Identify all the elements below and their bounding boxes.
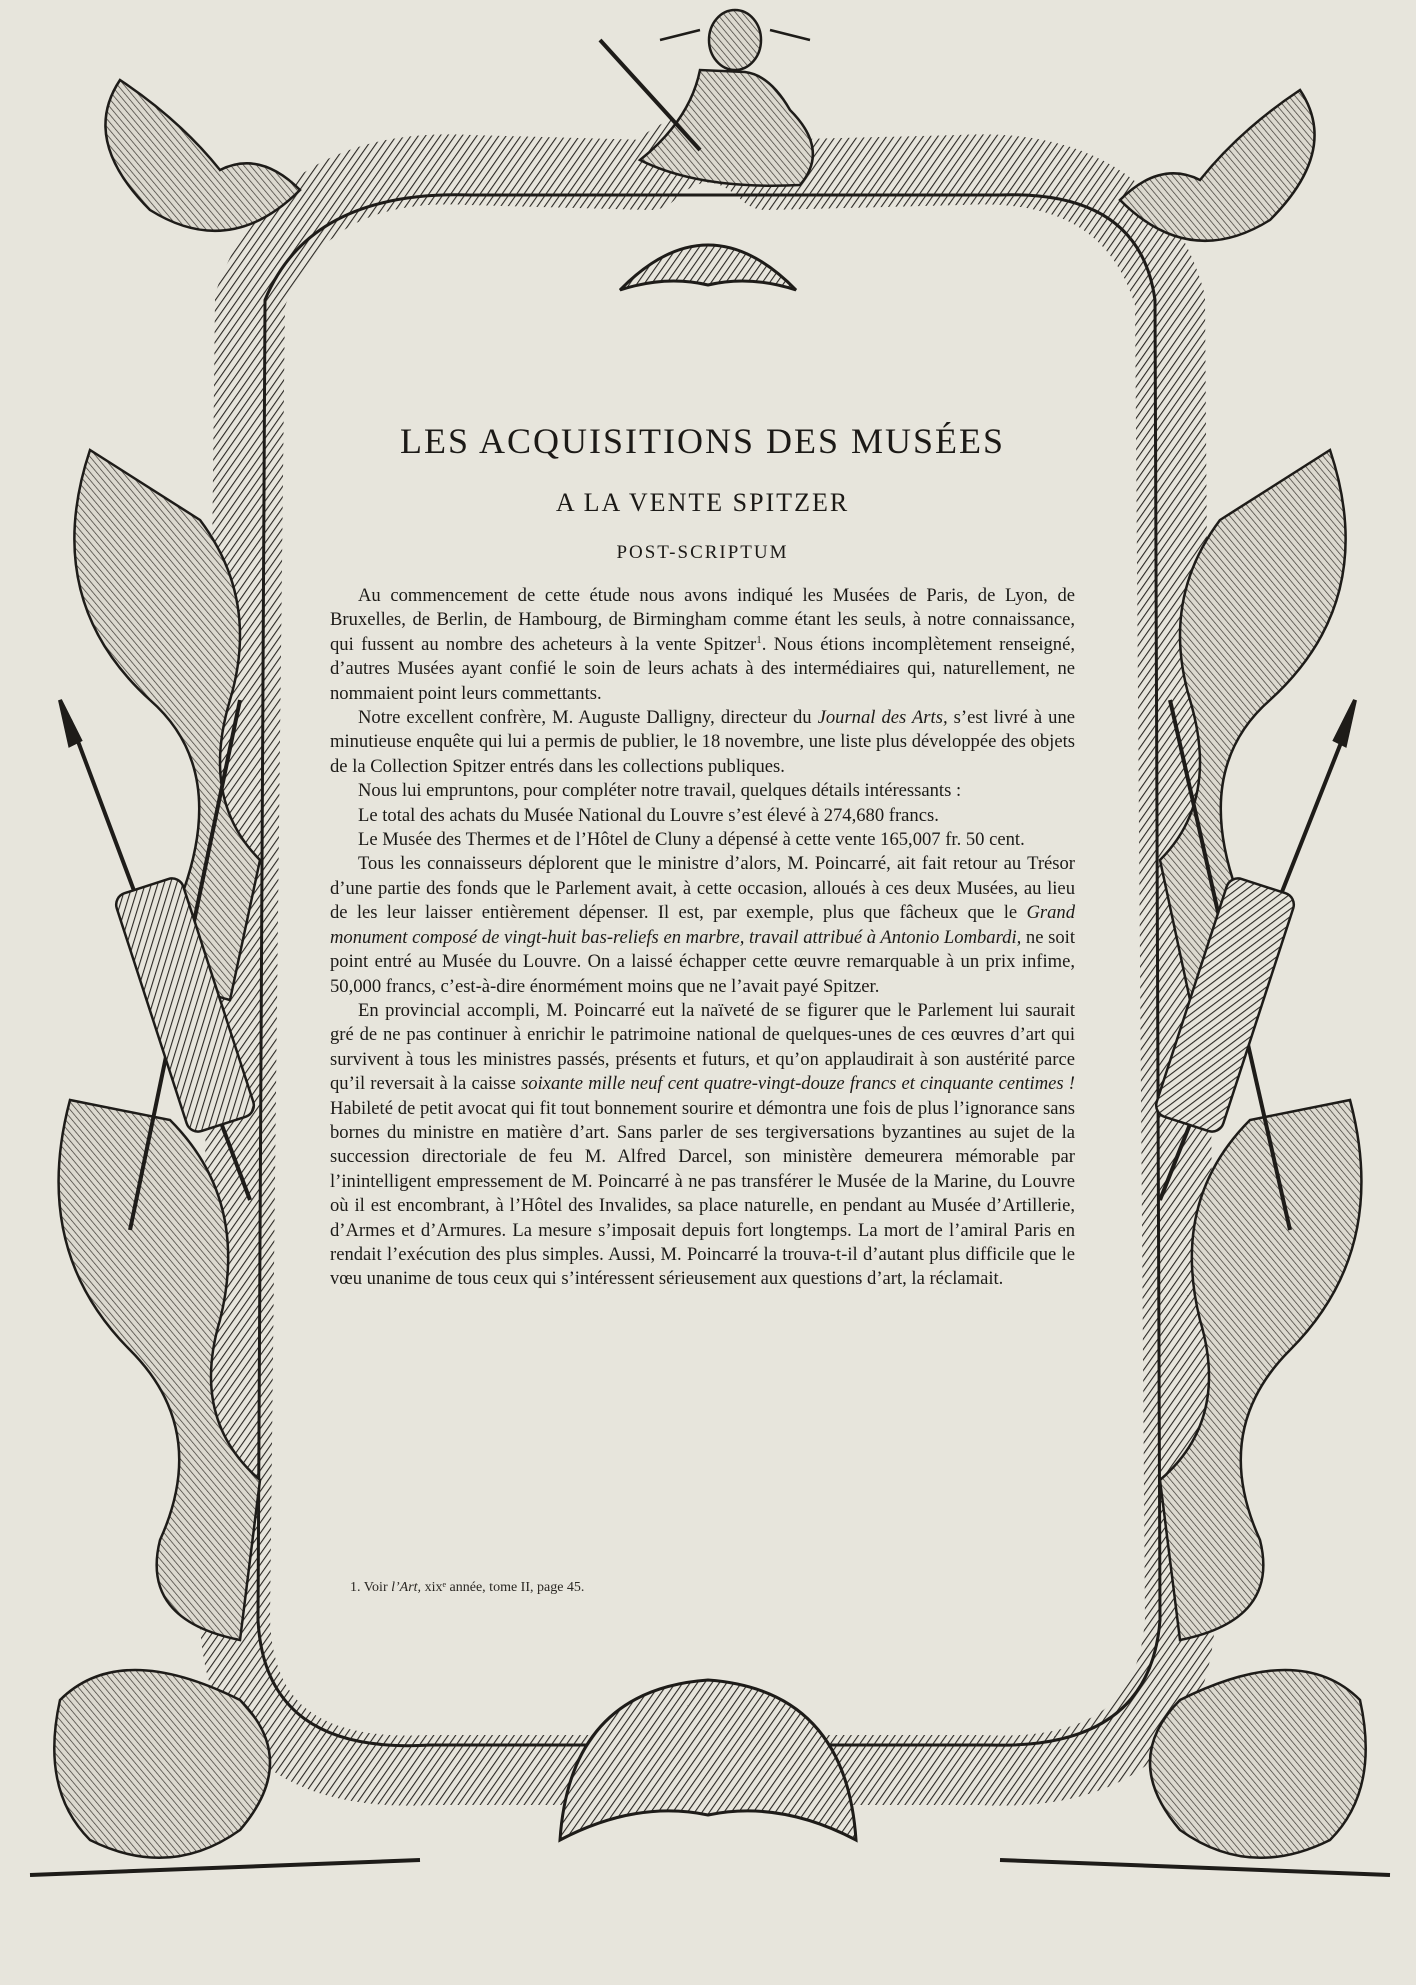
top-shell-ornament [620, 245, 796, 290]
article-title: LES ACQUISITIONS DES MUSÉES [399, 421, 1006, 461]
bottom-shell-ornament [560, 1680, 856, 1840]
article-body [330, 584, 1075, 1292]
footnote-ref: 1 [756, 633, 762, 646]
paragraph-5: Le Musée des Thermes et de l’Hôtel de Cluny a dépensé à cette vente 165,007 fr. 50 cent. [358, 829, 1025, 851]
article-subtitle: A LA VENTE SPITZER [555, 488, 850, 517]
section-heading: POST-SCRIPTUM [616, 542, 789, 563]
paragraph-2: Notre excellent confrère, M. Auguste Dalligny, directeur du Journal des Arts, s’est livré à une minutieuse enquête qui lui a permis de publier, le 18 novembre, une liste plus développée des objets de la Collection Spitzer entrés dans les collections publiques. [330, 707, 1075, 777]
article-panel [330, 400, 1075, 1600]
paragraph-3: Nous lui empruntons, pour compléter notre travail, quelques détails intéressants : [358, 780, 962, 802]
paragraph-4: Le total des achats du Musée National du Louvre s’est élevé à 274,680 francs. [358, 804, 939, 826]
paragraph-1: Au commencement de cette étude nous avons indiqué les Musées de Paris, de Lyon, de Bruxelles, de Berlin, de Hambourg, de Birmingham comme étant les seuls, à notre connaissance, qui fussent au nombre des acheteurs à la vente Spitzer$^1$. Nous étions incomplètement renseigné, d’autres Musées ayant confié le soin de leurs achats à des intermédiaires qui, naturellement, ne nommaient point leurs commettants. [330, 585, 1076, 704]
footnote: 1. Voir l’Art, xixᵉ année, tome II, page 45. [350, 1580, 585, 1595]
paragraph-6: Tous les connaisseurs déplorent que le ministre d’alors, M. Poincarré, ait fait retour au Trésor d’une partie des fonds que le Parlement avait, à cette occasion, alloués à ces deux Musées, au lieu de les leur laisser entièrement dépenser. Il est, par exemple, plus que fâcheux que le Grand monument composé de vingt-huit bas-reliefs en marbre, travail attribué à Antonio Lombardi, ne soit point entré au Musée du Louvre. On a laissé échapper cette œuvre remarquable à un prix infime, 50,000 francs, c’est-à-dire énormément moins que ne l’avait payé Spitzer. [330, 853, 1075, 997]
paragraph-7: En provincial accompli, M. Poincarré eut la naïveté de se figurer que le Parlement lui saurait gré de ne pas continuer à enrichir le patrimoine national de quelques-unes de ces œuvres d’art qui survivent à tous les ministres passés, présents et futurs, et qu’on applaudirait à son austérité parce qu’il reversait à la caisse soixante mille neuf cent quatre-vingt-douze francs et cinquante centimes ! Habileté de petit avocat qui fit tout bonnement sourire et démontra une fois de plus l’ignorance sans bornes du ministre en matière d’art. Sans parler de ses tergiversations byzantines au sujet de la succession directoriale de feu M. Alfred Darcel, son ministère demeurera mémorable par l’inintelligent empressement de M. Poincarré à ne pas transférer le Musée de la Marine, du Louvre où il est encombrant, à l’Hôtel des Invalides, sa place naturelle, en pendant au Musée d’Artillerie, d’Armes et d’Armures. La mesure s’imposait depuis fort longtemps. La mort de l’amiral Paris en rendait l’exécution des plus simples. Aussi, M. Poincarré la trouva-t-il d’autant plus difficile que le vœu unanime de tous ceux qui s’intéressent sérieusement aux questions d’art, la réclamait. [330, 999, 1075, 1290]
